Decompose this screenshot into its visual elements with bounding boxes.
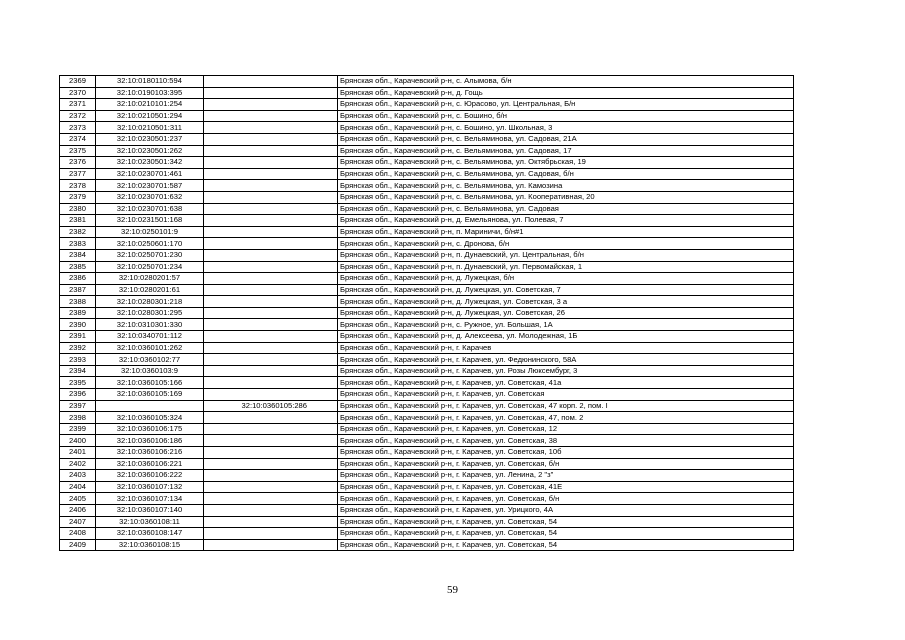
row-number-cell: 2405 [60, 493, 96, 505]
address-cell: Брянская обл., Карачевский р-н, д. Лужецкая, ул. Советская, 3 а [338, 296, 794, 308]
table-row [60, 99, 794, 111]
row-number-cell: 2402 [60, 458, 96, 470]
address-cell: Брянская обл., Карачевский р-н, с. Дронова, б/н [338, 238, 794, 250]
address-cell: Брянская обл., Карачевский р-н, г. Карачев, ул. Ленина, 2 "з" [338, 470, 794, 482]
secondary-cadastral-number-cell [204, 516, 338, 528]
row-number-cell: 2371 [60, 99, 96, 111]
cadastral-number-cell: 32:10:0360106:216 [96, 447, 204, 459]
secondary-cadastral-number-cell [204, 238, 338, 250]
row-number-cell: 2392 [60, 342, 96, 354]
address-cell: Брянская обл., Карачевский р-н, г. Карачев, ул. Федюнинского, 58А [338, 354, 794, 366]
row-number-cell: 2385 [60, 261, 96, 273]
row-number-cell: 2391 [60, 331, 96, 343]
address-cell: Брянская обл., Карачевский р-н, п. Дунаевский, ул. Центральная, б/н [338, 249, 794, 261]
row-number-cell: 2388 [60, 296, 96, 308]
cadastral-number-cell: 32:10:0210101:254 [96, 99, 204, 111]
address-cell: Брянская обл., Карачевский р-н, д. Лужецкая, ул. Советская, 7 [338, 284, 794, 296]
address-cell: Брянская обл., Карачевский р-н, г. Карачев, ул. Советская, 41Е [338, 481, 794, 493]
address-cell: Брянская обл., Карачевский р-н, д. Алексеева, ул. Молодежная, 1Б [338, 331, 794, 343]
secondary-cadastral-number-cell [204, 504, 338, 516]
cadastral-number-cell: 32:10:0360102:77 [96, 354, 204, 366]
table-row [60, 470, 794, 482]
address-cell: Брянская обл., Карачевский р-н, д. Лужецкая, ул. Советская, 26 [338, 307, 794, 319]
secondary-cadastral-number-cell [204, 296, 338, 308]
cadastral-number-cell: 32:10:0280201:61 [96, 284, 204, 296]
row-number-cell: 2376 [60, 157, 96, 169]
row-number-cell: 2372 [60, 110, 96, 122]
row-number-cell: 2408 [60, 528, 96, 540]
secondary-cadastral-number-cell [204, 447, 338, 459]
secondary-cadastral-number-cell [204, 354, 338, 366]
cadastral-number-cell: 32:10:0360101:262 [96, 342, 204, 354]
secondary-cadastral-number-cell [204, 145, 338, 157]
secondary-cadastral-number-cell [204, 377, 338, 389]
address-cell: Брянская обл., Карачевский р-н, с. Вельяминова, ул. Октябрьская, 19 [338, 157, 794, 169]
row-number-cell: 2400 [60, 435, 96, 447]
secondary-cadastral-number-cell [204, 249, 338, 261]
address-cell: Брянская обл., Карачевский р-н, г. Карачев, ул. Советская, 54 [338, 516, 794, 528]
row-number-cell: 2393 [60, 354, 96, 366]
table-row [60, 180, 794, 192]
table-row [60, 400, 794, 412]
secondary-cadastral-number-cell [204, 215, 338, 227]
row-number-cell: 2395 [60, 377, 96, 389]
cadastral-number-cell: 32:10:0230701:461 [96, 168, 204, 180]
cadastral-number-cell: 32:10:0210501:294 [96, 110, 204, 122]
row-number-cell: 2384 [60, 249, 96, 261]
row-number-cell: 2399 [60, 423, 96, 435]
cadastral-number-cell: 32:10:0230501:237 [96, 133, 204, 145]
table-row [60, 296, 794, 308]
row-number-cell: 2374 [60, 133, 96, 145]
table-row [60, 528, 794, 540]
cadastral-number-cell: 32:10:0230501:262 [96, 145, 204, 157]
row-number-cell: 2377 [60, 168, 96, 180]
secondary-cadastral-number-cell [204, 180, 338, 192]
secondary-cadastral-number-cell [204, 528, 338, 540]
secondary-cadastral-number-cell [204, 284, 338, 296]
secondary-cadastral-number-cell [204, 423, 338, 435]
secondary-cadastral-number-cell [204, 226, 338, 238]
row-number-cell: 2382 [60, 226, 96, 238]
table-row [60, 226, 794, 238]
table-row [60, 76, 794, 88]
cadastral-number-cell: 32:10:0360106:186 [96, 435, 204, 447]
cadastral-number-cell: 32:10:0360107:140 [96, 504, 204, 516]
row-number-cell: 2381 [60, 215, 96, 227]
row-number-cell: 2383 [60, 238, 96, 250]
cadastral-number-cell: 32:10:0360103:9 [96, 365, 204, 377]
cadastral-number-cell: 32:10:0230701:638 [96, 203, 204, 215]
address-cell: Брянская обл., Карачевский р-н, с. Вельяминова, ул. Садовая, б/н [338, 168, 794, 180]
row-number-cell: 2397 [60, 400, 96, 412]
secondary-cadastral-number-cell [204, 122, 338, 134]
address-cell: Брянская обл., Карачевский р-н, г. Карачев, ул. Советская, б/н [338, 493, 794, 505]
table-row [60, 389, 794, 401]
table-row [60, 122, 794, 134]
table-row [60, 145, 794, 157]
table-row [60, 504, 794, 516]
secondary-cadastral-number-cell [204, 203, 338, 215]
cadastral-number-cell [96, 400, 204, 412]
secondary-cadastral-number-cell [204, 493, 338, 505]
row-number-cell: 2370 [60, 87, 96, 99]
cadastral-number-cell: 32:10:0360105:324 [96, 412, 204, 424]
secondary-cadastral-number-cell [204, 168, 338, 180]
address-cell: Брянская обл., Карачевский р-н, с. Бошино, ул. Школьная, 3 [338, 122, 794, 134]
cadastral-number-cell: 32:10:0230701:587 [96, 180, 204, 192]
row-number-cell: 2394 [60, 365, 96, 377]
table-row [60, 412, 794, 424]
row-number-cell: 2387 [60, 284, 96, 296]
property-table-body [60, 76, 794, 551]
address-cell: Брянская обл., Карачевский р-н, г. Карачев, ул. Советская, 47, пом. 2 [338, 412, 794, 424]
secondary-cadastral-number-cell [204, 157, 338, 169]
secondary-cadastral-number-cell [204, 273, 338, 285]
cadastral-number-cell: 32:10:0180110:594 [96, 76, 204, 88]
cadastral-number-cell: 32:10:0231501:168 [96, 215, 204, 227]
table-row [60, 319, 794, 331]
secondary-cadastral-number-cell [204, 191, 338, 203]
table-row [60, 481, 794, 493]
address-cell: Брянская обл., Карачевский р-н, д. Лужецкая, б/н [338, 273, 794, 285]
table-row [60, 307, 794, 319]
address-cell: Брянская обл., Карачевский р-н, д. Гощь [338, 87, 794, 99]
row-number-cell: 2375 [60, 145, 96, 157]
row-number-cell: 2390 [60, 319, 96, 331]
address-cell: Брянская обл., Карачевский р-н, г. Карачев, ул. Советская [338, 389, 794, 401]
table-row [60, 273, 794, 285]
cadastral-number-cell: 32:10:0310301:330 [96, 319, 204, 331]
cadastral-number-cell: 32:10:0280301:295 [96, 307, 204, 319]
address-cell: Брянская обл., Карачевский р-н, г. Карачев, ул. Розы Люксембург, 3 [338, 365, 794, 377]
address-cell: Брянская обл., Карачевский р-н, с. Бошино, б/н [338, 110, 794, 122]
cadastral-number-cell: 32:10:0360108:15 [96, 539, 204, 551]
cadastral-number-cell: 32:10:0250101:9 [96, 226, 204, 238]
cadastral-number-cell: 32:10:0360108:11 [96, 516, 204, 528]
secondary-cadastral-number-cell [204, 331, 338, 343]
address-cell: Брянская обл., Карачевский р-н, г. Карачев, ул. Советская, 38 [338, 435, 794, 447]
table-row [60, 157, 794, 169]
table-row [60, 458, 794, 470]
secondary-cadastral-number-cell [204, 365, 338, 377]
table-row [60, 331, 794, 343]
row-number-cell: 2396 [60, 389, 96, 401]
cadastral-number-cell: 32:10:0250701:230 [96, 249, 204, 261]
secondary-cadastral-number-cell [204, 87, 338, 99]
address-cell: Брянская обл., Карачевский р-н, с. Вельяминова, ул. Садовая, 21А [338, 133, 794, 145]
secondary-cadastral-number-cell [204, 470, 338, 482]
cadastral-number-cell: 32:10:0360107:132 [96, 481, 204, 493]
cadastral-number-cell: 32:10:0210501:311 [96, 122, 204, 134]
table-row [60, 110, 794, 122]
table-row [60, 191, 794, 203]
address-cell: Брянская обл., Карачевский р-н, с. Алымова, б/н [338, 76, 794, 88]
cadastral-number-cell: 32:10:0360105:166 [96, 377, 204, 389]
address-cell: Брянская обл., Карачевский р-н, г. Карачев [338, 342, 794, 354]
address-cell: Брянская обл., Карачевский р-н, д. Емельянова, ул. Полевая, 7 [338, 215, 794, 227]
secondary-cadastral-number-cell [204, 99, 338, 111]
table-row [60, 249, 794, 261]
cadastral-number-cell: 32:10:0360108:147 [96, 528, 204, 540]
secondary-cadastral-number-cell [204, 412, 338, 424]
table-row [60, 168, 794, 180]
address-cell: Брянская обл., Карачевский р-н, п. Мариничи, б/н#1 [338, 226, 794, 238]
cadastral-number-cell: 32:10:0360105:169 [96, 389, 204, 401]
row-number-cell: 2378 [60, 180, 96, 192]
row-number-cell: 2407 [60, 516, 96, 528]
secondary-cadastral-number-cell [204, 539, 338, 551]
table-row [60, 261, 794, 273]
table-row [60, 133, 794, 145]
table-row [60, 365, 794, 377]
cadastral-number-cell: 32:10:0280301:218 [96, 296, 204, 308]
address-cell: Брянская обл., Карачевский р-н, г. Карачев, ул. Советская, 47 корп. 2, пом. I [338, 400, 794, 412]
secondary-cadastral-number-cell [204, 481, 338, 493]
table-row [60, 516, 794, 528]
row-number-cell: 2404 [60, 481, 96, 493]
secondary-cadastral-number-cell [204, 110, 338, 122]
address-cell: Брянская обл., Карачевский р-н, г. Карачев, ул. Советская, б/н [338, 458, 794, 470]
table-row [60, 342, 794, 354]
property-table [59, 75, 794, 551]
row-number-cell: 2389 [60, 307, 96, 319]
address-cell: Брянская обл., Карачевский р-н, с. Вельяминова, ул. Садовая [338, 203, 794, 215]
cadastral-number-cell: 32:10:0360106:175 [96, 423, 204, 435]
table-row [60, 435, 794, 447]
row-number-cell: 2379 [60, 191, 96, 203]
cadastral-number-cell: 32:10:0250701:234 [96, 261, 204, 273]
row-number-cell: 2398 [60, 412, 96, 424]
table-row [60, 447, 794, 459]
address-cell: Брянская обл., Карачевский р-н, г. Карачев, ул. Советская, 54 [338, 539, 794, 551]
secondary-cadastral-number-cell [204, 458, 338, 470]
address-cell: Брянская обл., Карачевский р-н, с. Вельяминова, ул. Садовая, 17 [338, 145, 794, 157]
table-row [60, 87, 794, 99]
table-row [60, 354, 794, 366]
address-cell: Брянская обл., Карачевский р-н, с. Ружное, ул. Большая, 1А [338, 319, 794, 331]
secondary-cadastral-number-cell [204, 319, 338, 331]
secondary-cadastral-number-cell [204, 389, 338, 401]
row-number-cell: 2406 [60, 504, 96, 516]
secondary-cadastral-number-cell [204, 133, 338, 145]
row-number-cell: 2386 [60, 273, 96, 285]
table-row [60, 215, 794, 227]
row-number-cell: 2373 [60, 122, 96, 134]
secondary-cadastral-number-cell [204, 307, 338, 319]
cadastral-number-cell: 32:10:0230701:632 [96, 191, 204, 203]
cadastral-number-cell: 32:10:0250601:170 [96, 238, 204, 250]
table-row [60, 238, 794, 250]
secondary-cadastral-number-cell [204, 342, 338, 354]
row-number-cell: 2409 [60, 539, 96, 551]
row-number-cell: 2380 [60, 203, 96, 215]
address-cell: Брянская обл., Карачевский р-н, п. Дунаевский, ул. Первомайская, 1 [338, 261, 794, 273]
secondary-cadastral-number-cell [204, 435, 338, 447]
row-number-cell: 2369 [60, 76, 96, 88]
table-row [60, 377, 794, 389]
table-row [60, 203, 794, 215]
address-cell: Брянская обл., Карачевский р-н, г. Карачев, ул. Советская, 54 [338, 528, 794, 540]
address-cell: Брянская обл., Карачевский р-н, с. Вельяминова, ул. Кооперативная, 20 [338, 191, 794, 203]
cadastral-number-cell: 32:10:0280201:57 [96, 273, 204, 285]
address-cell: Брянская обл., Карачевский р-н, г. Карачев, ул. Советская, 41а [338, 377, 794, 389]
cadastral-number-cell: 32:10:0360106:222 [96, 470, 204, 482]
table-row [60, 493, 794, 505]
address-cell: Брянская обл., Карачевский р-н, г. Карачев, ул. Урицкого, 4А [338, 504, 794, 516]
table-row [60, 284, 794, 296]
row-number-cell: 2403 [60, 470, 96, 482]
address-cell: Брянская обл., Карачевский р-н, с. Вельяминова, ул. Камозина [338, 180, 794, 192]
table-row [60, 539, 794, 551]
address-cell: Брянская обл., Карачевский р-н, г. Карачев, ул. Советская, 10б [338, 447, 794, 459]
secondary-cadastral-number-cell [204, 76, 338, 88]
cadastral-number-cell: 32:10:0360106:221 [96, 458, 204, 470]
cadastral-number-cell: 32:10:0360107:134 [96, 493, 204, 505]
cadastral-number-cell: 32:10:0340701:112 [96, 331, 204, 343]
secondary-cadastral-number-cell: 32:10:0360105:286 [204, 400, 338, 412]
cadastral-number-cell: 32:10:0230501:342 [96, 157, 204, 169]
secondary-cadastral-number-cell [204, 261, 338, 273]
page-number: 59 [447, 584, 458, 596]
address-cell: Брянская обл., Карачевский р-н, с. Юрасово, ул. Центральная, Б/н [338, 99, 794, 111]
address-cell: Брянская обл., Карачевский р-н, г. Карачев, ул. Советская, 12 [338, 423, 794, 435]
cadastral-number-cell: 32:10:0190103:395 [96, 87, 204, 99]
row-number-cell: 2401 [60, 447, 96, 459]
table-row [60, 423, 794, 435]
